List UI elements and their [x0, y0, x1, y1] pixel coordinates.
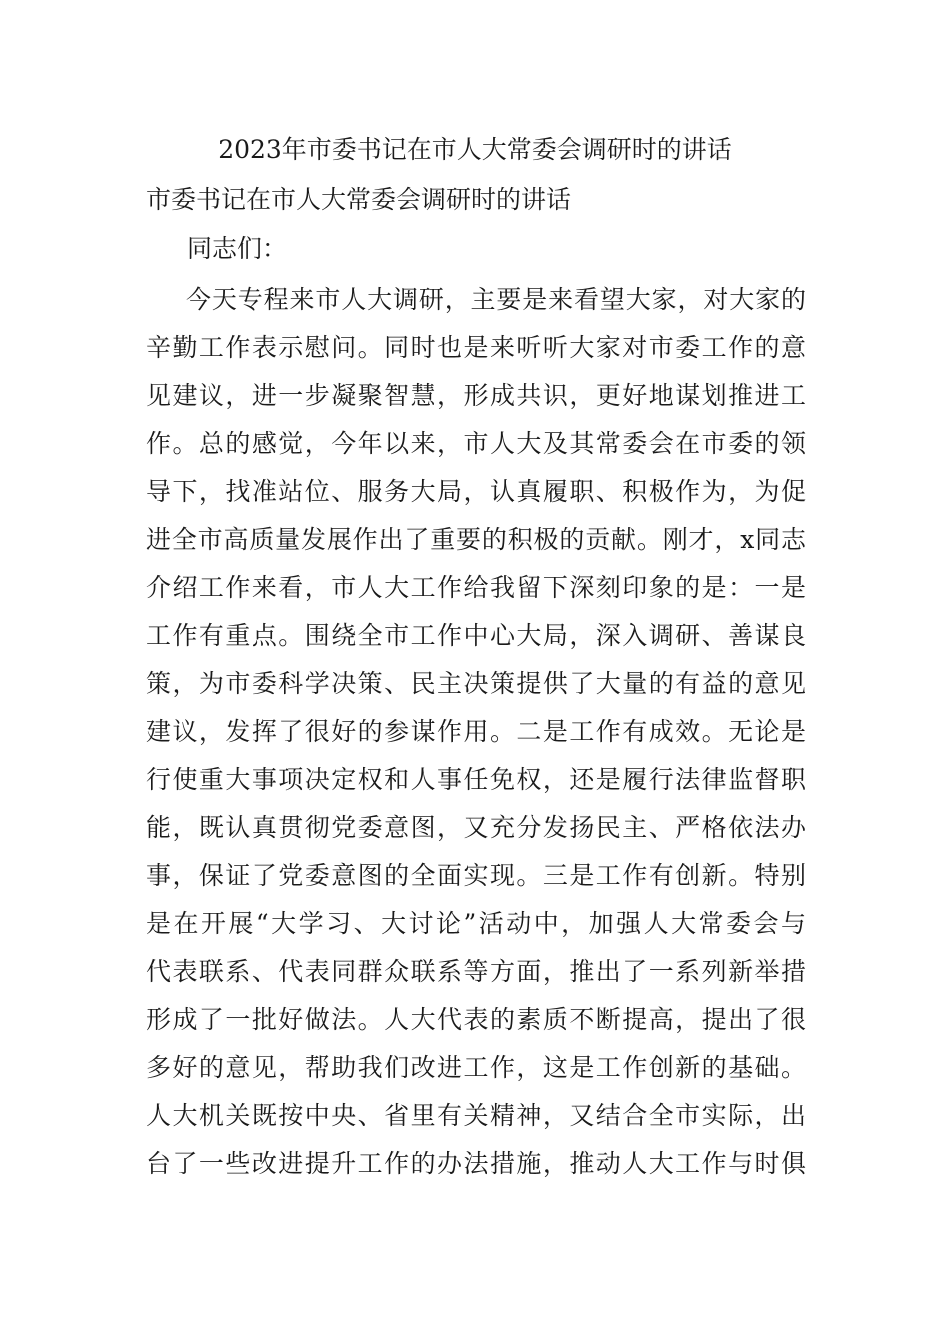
body-line: 策，为市委科学决策、民主决策提供了大量的有益的意见 [146, 669, 806, 698]
body-line: 作。总的感觉，今年以来，市人大及其常委会在市委的领 [146, 429, 806, 458]
body-line: 导下，找准站位、服务大局，认真履职、积极作为，为促 [146, 477, 806, 506]
body-line: 是在开展“大学习、大讨论”活动中，加强人大常委会与 [146, 909, 806, 938]
document-title: 2023年市委书记在市人大常委会调研时的讲话 [218, 135, 732, 164]
body-line: 见建议，进一步凝聚智慧，形成共识，更好地谋划推进工 [146, 381, 806, 410]
body-line: 代表联系、代表同群众联系等方面，推出了一系列新举措 [146, 957, 806, 986]
body-line: 人大机关既按中央、省里有关精神，又结合全市实际，出 [146, 1101, 806, 1130]
body-line: 建议，发挥了很好的参谋作用。二是工作有成效。无论是 [146, 717, 806, 746]
body-line: 事，保证了党委意图的全面实现。三是工作有创新。特别 [146, 861, 806, 890]
body-line: 行使重大事项决定权和人事任免权，还是履行法律监督职 [146, 765, 806, 794]
body-line: 形成了一批好做法。人大代表的素质不断提高，提出了很 [146, 1005, 806, 1034]
body-line: 多好的意见，帮助我们改进工作，这是工作创新的基础。 [146, 1053, 806, 1082]
body-line: 工作有重点。围绕全市工作中心大局，深入调研、善谋良 [146, 621, 806, 650]
body-line: 今天专程来市人大调研，主要是来看望大家，对大家的 [186, 285, 806, 314]
body-line: 能，既认真贯彻党委意图，又充分发扬民主、严格依法办 [146, 813, 806, 842]
body-line: 台了一些改进提升工作的办法措施，推动人大工作与时俱 [146, 1149, 806, 1178]
document-subtitle: 市委书记在市人大常委会调研时的讲话 [146, 185, 572, 214]
body-line: 辛勤工作表示慰问。同时也是来听听大家对市委工作的意 [146, 333, 806, 362]
body-line: 进全市高质量发展作出了重要的积极的贡献。刚才，x同志 [146, 525, 806, 554]
greeting: 同志们： [187, 234, 288, 263]
body-line: 介绍工作来看，市人大工作给我留下深刻印象的是：一是 [146, 573, 806, 602]
body-paragraph [146, 276, 806, 1188]
